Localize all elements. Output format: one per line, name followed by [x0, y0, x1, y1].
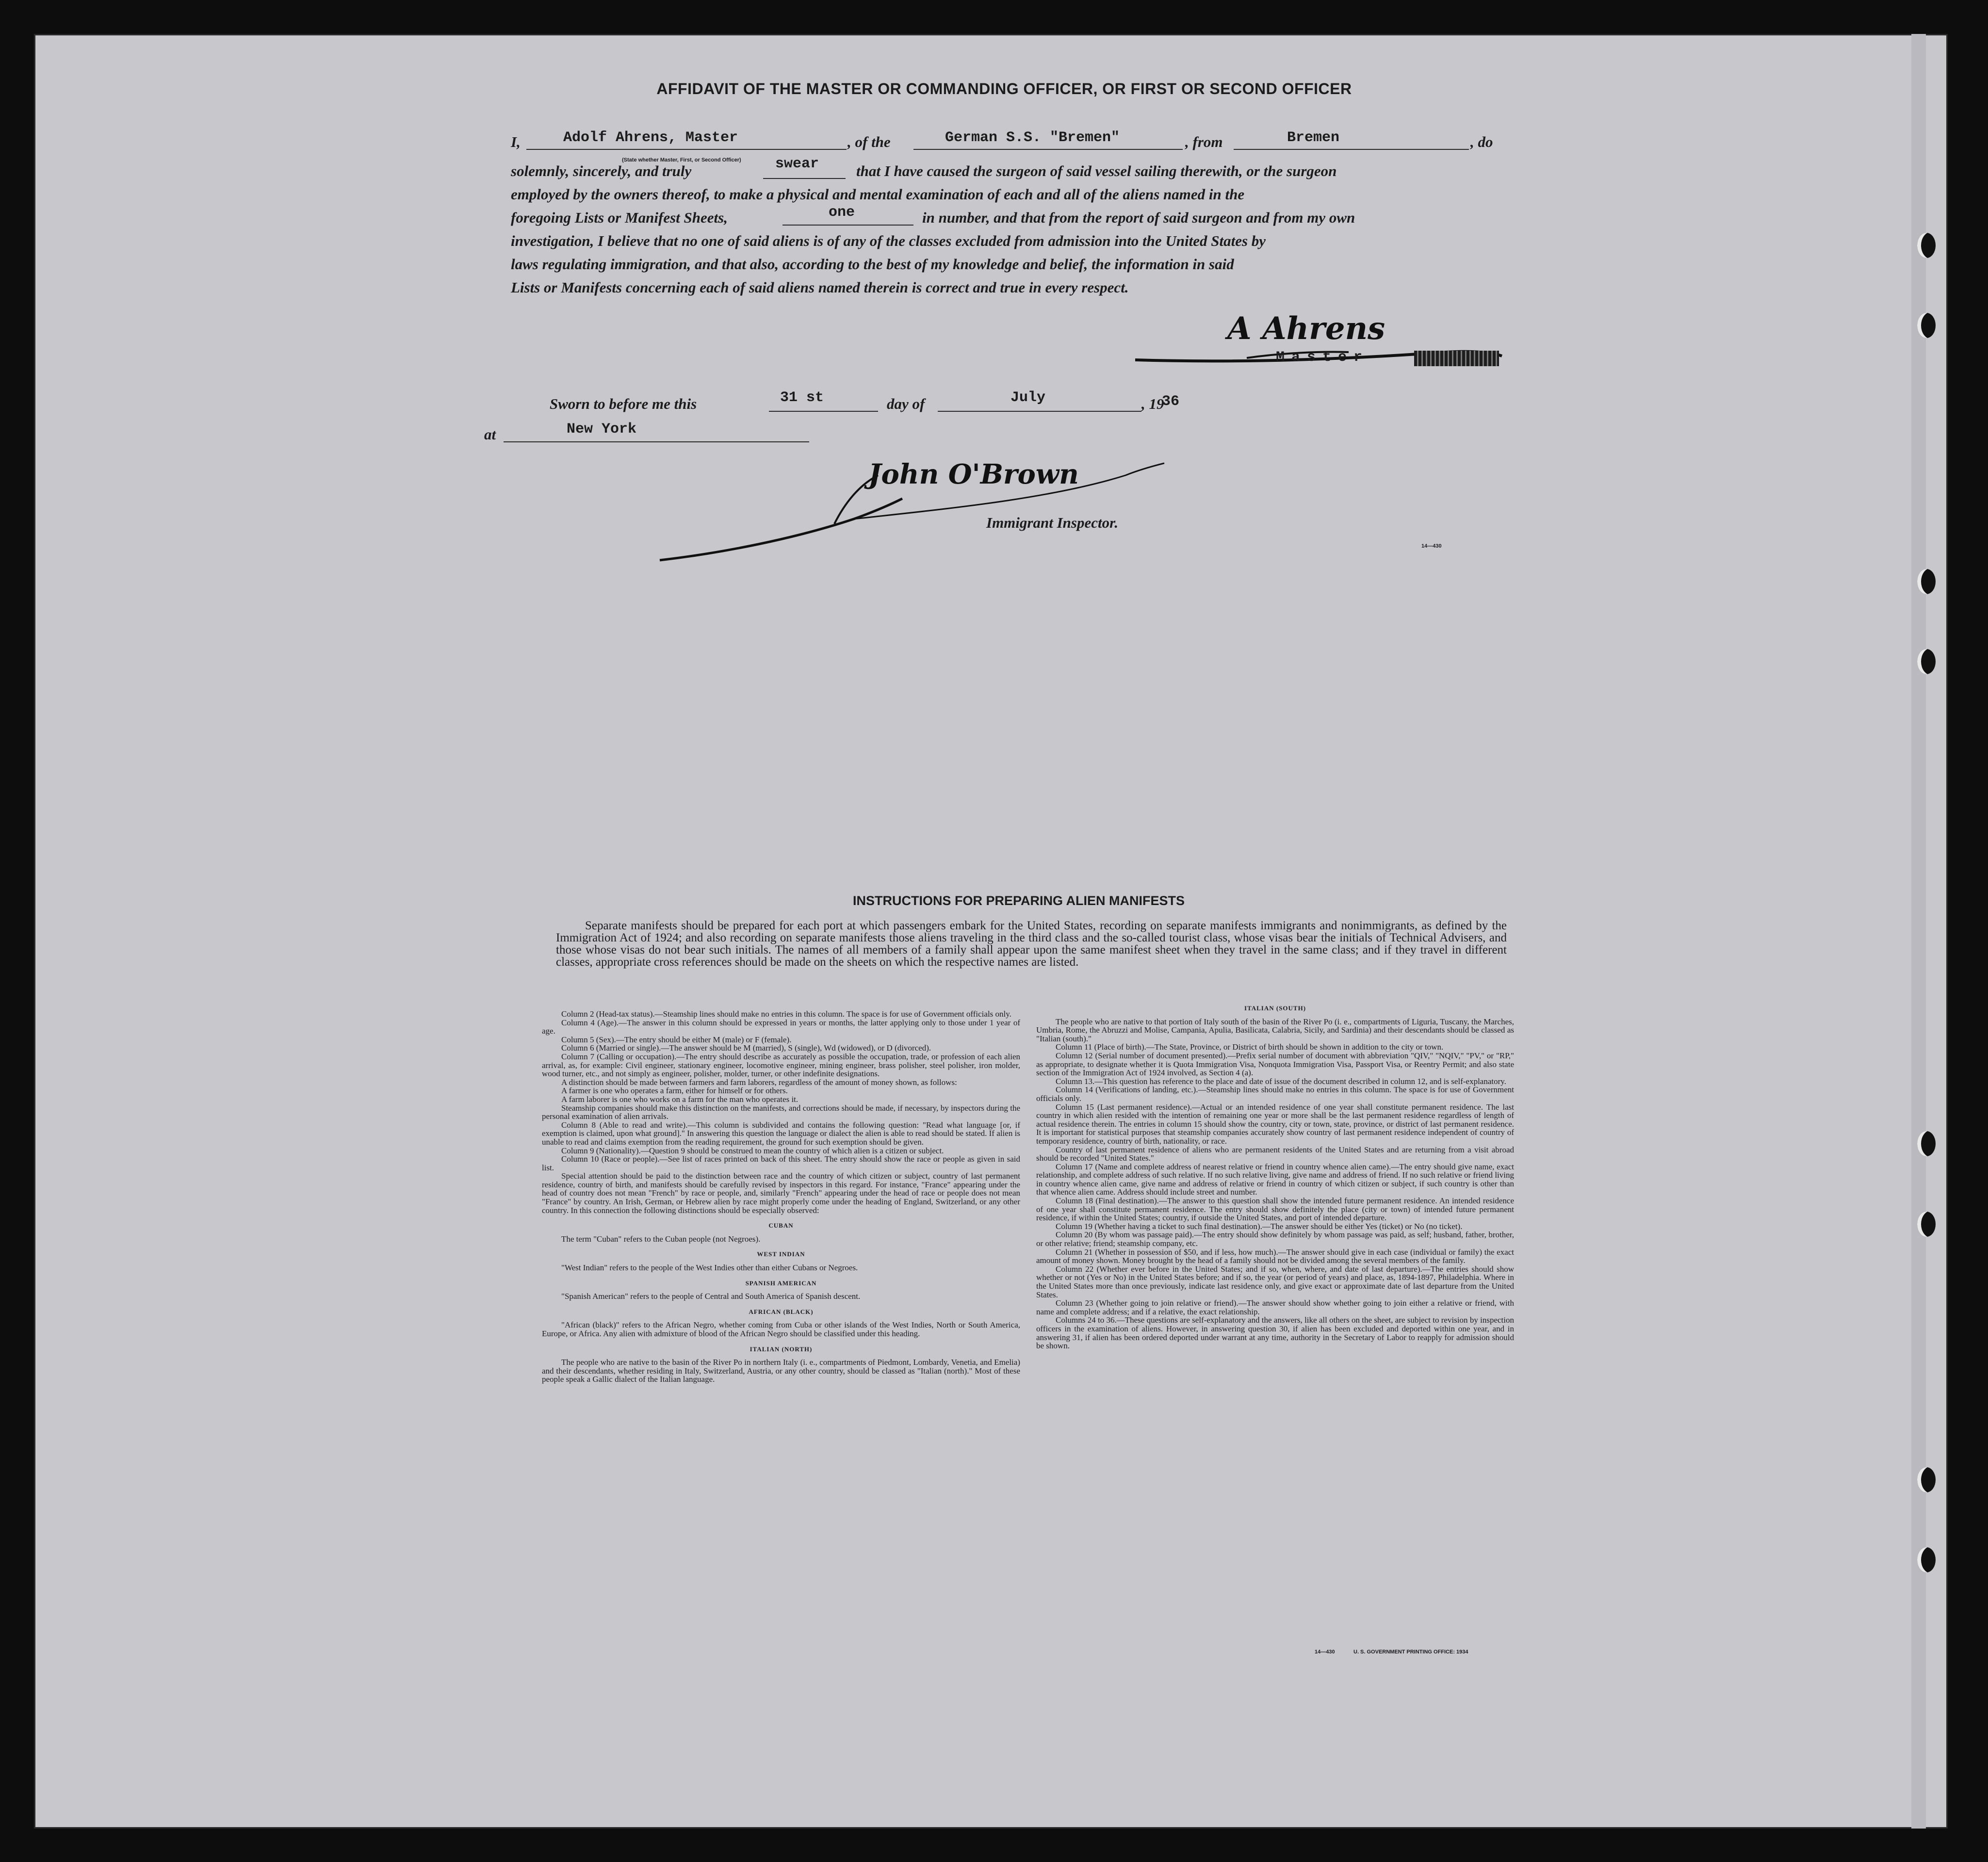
instruction-paragraph: Column 10 (Race or people).—See list of races printed on back of this sheet. The entry should show the race or people as given in said list.: [542, 1154, 1020, 1172]
count-underline: [782, 225, 913, 226]
sworn-day-field[interactable]: 31 st: [780, 389, 824, 406]
section-heading: ITALIAN (NORTH): [750, 1345, 813, 1353]
instruction-paragraph: Column 19 (Whether having a ticket to such final destination).—The answer should be either Yes (ticket) or No (no ticket).: [1056, 1221, 1463, 1231]
section-heading: SPANISH AMERICAN: [745, 1279, 817, 1287]
instruction-paragraph: The term "Cuban" refers to the Cuban people (not Negroes).: [561, 1234, 761, 1244]
affidavit-text: , from: [1185, 133, 1223, 150]
from-underline: [1234, 149, 1469, 150]
binder-hole: [1917, 649, 1936, 674]
month-underline: [938, 411, 1141, 412]
instruction-paragraph: Columns 24 to 36.—These questions are self-explanatory and the answers, like all others on the sheet, are subject to revision by inspection officers in the examination of aliens. However, in answering question 30, if alien has been excluded and deported within one year, and in answering 31, if alien has been ordered deported under warrant at any time, authority in the Secretary of Labor to reapply for admission should be shown.: [1036, 1315, 1514, 1351]
instruction-paragraph: "Spanish American" refers to the people of Central and South America of Spanish descent.: [561, 1292, 861, 1301]
instruction-paragraph: Column 22 (Whether ever before in the United States; and if so, when, where, and date of last departure).—The entries should show whether or not (Yes or No) in the United States before; and if so, the year (or period of years) and place, as, 1894-1897, Philadelphia. Where in the United States more than once previously, indicate last residence only, and give exact or approximate date of last departure from the United States.: [1036, 1264, 1514, 1299]
instruction-paragraph: The people who are native to the basin of the River Po in northern Italy (i. e., compartments of Piedmont, Lombardy, Venetia, and Emelia) and their descendants, whether residing in Italy, Switzerland, Austria, or any other country, should be classed as "Italian (north)." Most of these people speak a Gallic dialect of the Italian language.: [542, 1358, 1020, 1384]
from-port-field[interactable]: Bremen: [1287, 130, 1340, 146]
instruction-paragraph: Column 5 (Sex).—The entry should be either M (male) or F (female).: [561, 1035, 792, 1044]
instructions-left-column: [542, 1010, 1020, 1384]
place-underline: [504, 441, 809, 442]
master-title: Master: [1276, 349, 1369, 366]
swear-underline: [763, 178, 846, 179]
place-field[interactable]: New York: [567, 421, 637, 437]
instruction-paragraph: "African (black)" refers to the African Negro, whether coming from Cuba or other islands of the West Indies, North or South America, Europe, or Africa. Any alien with admixture of blood of the African Negro should be classified under this heading.: [542, 1320, 1020, 1338]
instruction-paragraph: Column 11 (Place of birth).—The State, Province, or District of birth should be shown in addition to the city or town.: [1056, 1042, 1444, 1052]
vessel-underline: [913, 149, 1183, 150]
binder-hole: [1917, 1547, 1936, 1572]
instruction-paragraph: Column 23 (Whether going to join relative or friend).—The answer should show whether going to join either a relative or friend, with name and complete address; and if a relative, the exact relationship.: [1036, 1298, 1514, 1316]
instruction-paragraph: A distinction should be made between farmers and farm laborers, regardless of the amount of money shown, as follows:: [561, 1077, 957, 1087]
instruction-paragraph: Column 4 (Age).—The answer in this column should be expressed in years or months, the latter applying only to those under 1 year of age.: [542, 1018, 1020, 1036]
instruction-paragraph: Special attention should be paid to the distinction between race and the country of which citizen or subject, country of last permanent residence, country of birth, and manifests should be carefully revised by inspectors in this regard. For instance, "France" appearing under the head of country does not mean "French" by race or people, and, similarly "French" appearing under the head of race or people does not mean "France" by country. An Irish, German, or Hebrew alien by race might properly come under the heading of England, Switzerland, or any other country. In this connection the following distinctions should be especially observed:: [542, 1171, 1020, 1215]
instruction-paragraph: "West Indian" refers to the people of the West Indies other than either Cubans or Negroes.: [561, 1263, 858, 1273]
binder-hole: [1917, 1212, 1936, 1237]
binder-hole: [1917, 233, 1936, 258]
affidavit-text: , 19: [1141, 395, 1164, 412]
struck-out-text: [1414, 351, 1499, 366]
binder-hole: [1917, 569, 1936, 594]
affidavit-text: , of the: [847, 133, 891, 150]
inspector-signature: John O'Brown: [868, 458, 1079, 490]
master-signature: A Ahrens: [1227, 310, 1385, 347]
binder-hole: [1917, 1131, 1936, 1156]
affidavit-text: Sworn to before me this: [550, 395, 697, 412]
affidavit-text: , do: [1470, 133, 1493, 150]
name-underline: [526, 149, 847, 150]
footer-printer: U. S. GOVERNMENT PRINTING OFFICE: 1934: [1353, 1649, 1468, 1655]
section-heading: WEST INDIAN: [757, 1250, 805, 1258]
affidavit-form-number: 14—430: [1421, 543, 1442, 549]
instruction-paragraph: Column 2 (Head-tax status).—Steamship lines should make no entries in this column. The space is for use of Government officials only.: [561, 1009, 1011, 1019]
affidavit-line-3: employed by the owners thereof, to make a physical and mental examination of each and all of the aliens named in the: [511, 186, 1245, 203]
affidavit-text: that I have caused the surgeon of said vessel sailing therewith, or the surgeon: [856, 162, 1337, 179]
officer-name-field[interactable]: Adolf Ahrens, Master: [563, 130, 738, 146]
sworn-year-field[interactable]: 36: [1162, 393, 1180, 410]
section-heading: AFRICAN (BLACK): [749, 1308, 814, 1315]
instruction-paragraph: The people who are native to that portion of Italy south of the basin of the River Po (i. e., compartments of Liguria, Tuscany, the Marches, Umbria, Rome, the Abruzzi and Molise, Campania, Apulia, Basilicata, Calabria, Sicily, and Sardinia) and their descendants should be classed as "Italian (south).": [1036, 1017, 1514, 1043]
affidavit-line-6: laws regulating immigration, and that also, according to the best of my knowledge and belief, the information in said: [511, 256, 1234, 273]
instructions-right-column: [1036, 1004, 1514, 1350]
day-underline: [769, 411, 878, 412]
binder-hole: [1917, 313, 1936, 338]
section-heading: CUBAN: [768, 1222, 794, 1230]
rank-hint: (State whether Master, First, or Second Officer): [622, 157, 741, 163]
affidavit-text: foregoing Lists or Manifest Sheets,: [511, 209, 728, 226]
instruction-paragraph: Column 6 (Married or single).—The answer should be M (married), S (single), Wd (widowed), or D (divorced).: [561, 1043, 931, 1053]
instruction-paragraph: Column 15 (Last permanent residence).—Actual or an intended residence of one year shall constitute permanent residence. The last country in which alien resided with the intention of remaining one year or more shall be the last permanent residence regardless of length of actual residence therein. The entries in column 15 should show the country, city or town, state, province, or district of last permanent residence. It is important for statistical purposes that steamship companies accurately show country of last permanent residence independent of country of temporary residence, country of birth, nationality, or race.: [1036, 1102, 1514, 1146]
inspector-title: Immigrant Inspector.: [986, 514, 1119, 531]
footer-form-number: 14—430: [1315, 1649, 1335, 1655]
sworn-month-field[interactable]: July: [1010, 389, 1046, 406]
manifest-page: [34, 34, 1948, 1829]
affidavit-text: solemnly, sincerely, and truly: [511, 162, 692, 179]
affidavit-text: at: [484, 426, 496, 443]
instructions-title: INSTRUCTIONS FOR PREPARING ALIEN MANIFESTS: [852, 893, 1185, 908]
instruction-paragraph: Country of last permanent residence of aliens who are permanent residents of the United States and are returning from a visit abroad should be recorded "United States.": [1036, 1145, 1514, 1163]
affidavit-title: AFFIDAVIT OF THE MASTER OR COMMANDING OFFICER, OR FIRST OR SECOND OFFICER: [656, 80, 1352, 97]
affidavit-text: I,: [511, 133, 521, 150]
vessel-field[interactable]: German S.S. "Bremen": [945, 130, 1120, 146]
binder-hole: [1917, 1467, 1936, 1492]
instruction-paragraph: Column 20 (By whom was passage paid).—The entry should show definitely by whom passage was paid, as self; husband, father, brother, or other relative; friend; steamship company, etc.: [1036, 1230, 1514, 1248]
manifest-count-field[interactable]: one: [829, 204, 855, 221]
instruction-paragraph: Column 9 (Nationality).—Question 9 should be construed to mean the country of which alien is a citizen or subject.: [561, 1146, 944, 1155]
affidavit-line-5: investigation, I believe that no one of said aliens is of any of the classes excluded from admission into the United States by: [511, 232, 1266, 249]
instruction-paragraph: Column 13.—This question has reference to the place and date of issue of the document described in column 12, and is self-explanatory.: [1056, 1076, 1506, 1086]
instruction-paragraph: A farmer is one who operates a farm, either for himself or for others.: [561, 1086, 788, 1096]
affidavit-text: in number, and that from the report of said surgeon and from my own: [922, 209, 1355, 226]
instruction-paragraph: Column 14 (Verifications of landing, etc.).—Steamship lines should make no entries in this column. The space is for use of Government officials only.: [1036, 1085, 1514, 1103]
instruction-paragraph: Column 7 (Calling or occupation).—The entry should describe as accurately as possible the occupation, trade, or profession of each alien arrival, as, for example: Civil engineer, stationary engineer, locomotive engineer, mining engineer, brass polisher, steel polisher, iron molder, wood turner, etc., and not simply as engineer, polisher, molder, turner, or other indefinite designations.: [542, 1052, 1020, 1079]
instruction-paragraph: Column 12 (Serial number of document presented).—Prefix serial number of document with abbreviation "QIV," "NQIV," "PV," or "RP," as appropriate, to designate whether it is Quota Immigration Visa, Nonquota Immigration Visa, Passport Visa, or Reentry Permit; and also state section of the Immigration Act of 1924 involved, as Section 4 (a).: [1036, 1051, 1514, 1078]
instruction-paragraph: Column 8 (Able to read and write).—This column is subdivided and contains the following question: "Read what language [or, if exemption is claimed, upon what ground]." In answering this question the language or dialect the alien is able to read should be stated. If alien is unable to read and claims exemption from the reading requirement, the ground for such exemption should be given.: [542, 1120, 1020, 1147]
swear-field[interactable]: swear: [775, 156, 819, 172]
instruction-paragraph: A farm laborer is one who works on a farm for the man who operates it.: [561, 1094, 798, 1104]
affidavit-text: day of: [887, 395, 925, 412]
affidavit-line-7: Lists or Manifests concerning each of said aliens named therein is correct and true in every respect.: [511, 279, 1129, 296]
instructions-intro: Separate manifests should be prepared for each port at which passengers embark for the United States, recording on separate manifests immigrants and nonimmigrants, as defined by the Immigration Act of 1924; and also recording on separate manifests those aliens traveling in the third class and the so-called tourist class, whose visas bear the initials of Technical Advisers, and those whose visas do not bear such initials. The names of all members of a family shall appear upon the same manifest sheet when they travel in the same class; and if they travel in different classes, appropriate cross references should be made on the sheets on which the respective names are listed.: [556, 919, 1507, 969]
section-heading: ITALIAN (SOUTH): [1244, 1004, 1306, 1012]
instruction-paragraph: Column 18 (Final destination).—The answer to this question shall show the intended future permanent residence. An intended residence of one year shall constitute permanent residence. The entry should show definitely the place (city or town) of intended future permanent residence, if within the United States; country, if outside the United States, and port of intended departure.: [1036, 1196, 1514, 1223]
instruction-paragraph: Steamship companies should make this distinction on the manifests, and corrections should be made, if necessary, by inspectors during the personal examination of alien arrivals.: [542, 1103, 1020, 1121]
instruction-paragraph: Column 17 (Name and complete address of nearest relative or friend in country whence alien came).—The entry should give name, exact relationship, and complete address of such relative. If no such relative living, give name and address of friend. If no such relative or friend living in country whence alien came, give name and address of relative or friend in country of which citizen or subject, if such country is other than that whence alien came. Address should include street and number.: [1036, 1162, 1514, 1197]
instruction-paragraph: Column 21 (Whether in possession of $50, and if less, how much).—The answer should give in each case (individual or family) the exact amount of money shown. Money brought by the head of a family should not be divided among the several members of the family.: [1036, 1247, 1514, 1265]
